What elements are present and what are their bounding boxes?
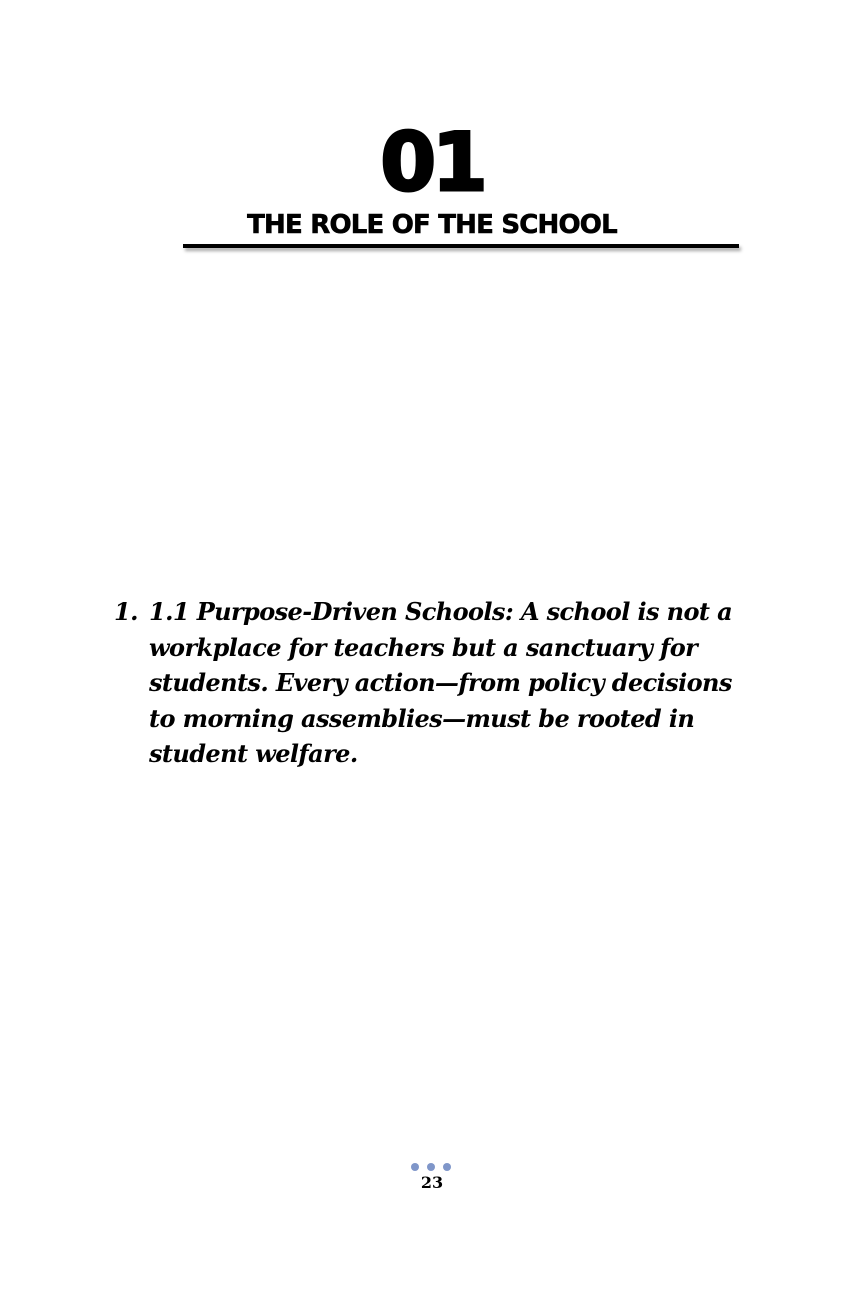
- list-item-marker: 1.: [114, 597, 138, 626]
- chapter-number: 01: [380, 116, 484, 209]
- list-item-text: 1.1 Purpose-Driven Schools: A school is not a workplace for teachers but a sanctuary for students. Every action—from policy decisions to morning assemblies—must be rooted in student welfare.: [149, 597, 733, 768]
- chapter-title: THE ROLE OF THE SCHOOL: [247, 210, 617, 240]
- list-item: [114, 594, 764, 772]
- title-underline: [183, 244, 739, 248]
- page-number: 23: [420, 1173, 444, 1192]
- page-ornament-dots-icon: [411, 1163, 453, 1171]
